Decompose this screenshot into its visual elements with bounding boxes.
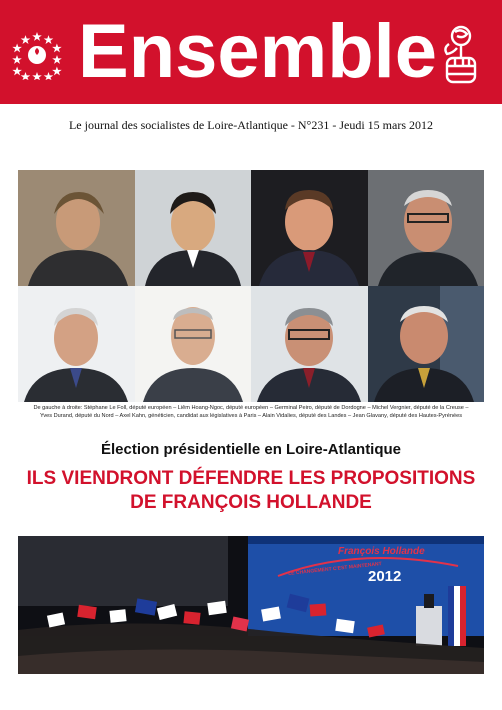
portrait-photo [135,170,251,286]
rally-banner-name: François Hollande [338,546,425,557]
portrait-photo [18,170,135,286]
rally-photo [18,536,484,674]
article-kicker: Élection présidentielle en Loire-Atlantique [100,441,402,458]
article-headline [0,467,502,515]
rally-banner-slogan: LE CHANGEMENT C'EST MAINTENANT [287,561,383,577]
masthead [0,0,502,104]
portrait-photo [251,170,368,286]
caption-line: Yves Durand, député du Nord – Axel Kahn, généticien, candidat aux législatives à Paris – Alain Vidalies, député des Landes – Jean Glavany, député des Hautes-Pyrénées [39,413,463,419]
portrait-photo [18,286,135,402]
portrait-photo [368,170,484,286]
portrait-grid [18,170,484,402]
portrait-photo [251,286,368,402]
portrait-photo [135,286,251,402]
headline-line: DE FRANÇOIS HOLLANDE [130,492,372,513]
caption-line: De gauche à droite: Stéphane Le Foll, député européen – Liêm Hoang-Ngoc, député européen – Germinal Peiro, député de Dordogne – Michel Vergnier, député de la Creuse – [33,405,469,411]
rally-banner-year: 2012 [368,568,402,585]
issue-subtitle: Le journal des socialistes de Loire-Atlantique - N°231 - Jeudi 15 mars 2012 [68,118,434,132]
portrait-photo [368,286,484,402]
eu-stars-rose-icon [12,30,62,80]
photo-caption [18,404,484,420]
headline-line: ILS VIENDRONT DÉFENDRE LES PROPOSITIONS [26,468,476,489]
fist-and-rose-icon [435,22,487,88]
newspaper-title: Ensemble [78,9,438,94]
